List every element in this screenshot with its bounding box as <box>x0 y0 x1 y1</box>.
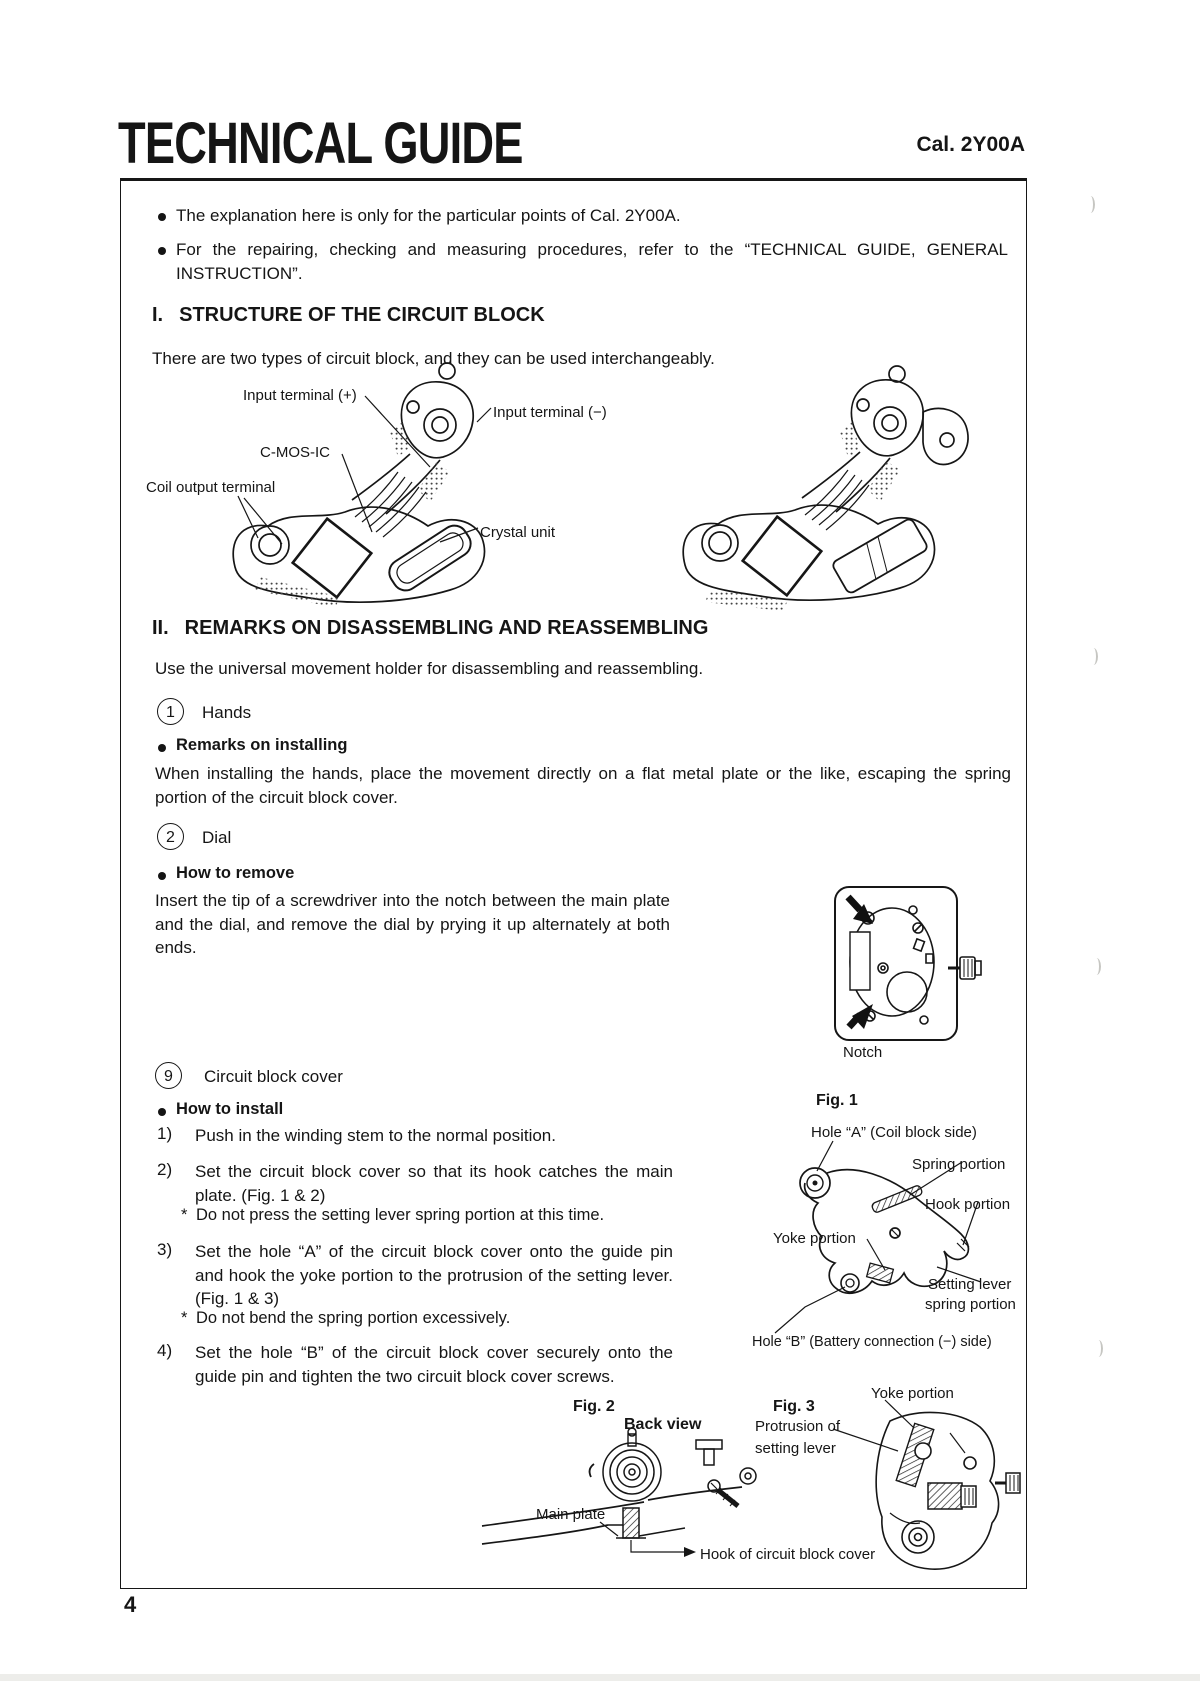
section-2-title: REMARKS ON DISASSEMBLING AND REASSEMBLING <box>184 617 709 639</box>
label-input-terminal-minus: Input terminal (−) <box>493 404 607 421</box>
label-coil-output-terminal: Coil output terminal <box>146 479 276 496</box>
section-1-heading <box>152 304 545 327</box>
fig1-caption: Fig. 1 <box>816 1092 858 1109</box>
item-2-title: Dial <box>202 828 232 847</box>
label-cmos-ic: C-MOS-IC <box>260 444 330 461</box>
step-3-number: 3) <box>157 1240 173 1259</box>
label-hole-a: Hole “A” (Coil block side) <box>811 1124 977 1141</box>
step-2-number: 2) <box>157 1160 173 1179</box>
label-hook-of-cover: Hook of circuit block cover <box>700 1546 876 1563</box>
scan-streak <box>0 1674 1200 1681</box>
item-1-subheading: Remarks on installing <box>176 736 348 754</box>
item-2-number: 2 <box>157 823 184 850</box>
step-4-number: 4) <box>157 1341 173 1360</box>
step-3-text: Set the hole “A” of the circuit block cover onto the guide pin and hook the yoke portion to the protrusion of the setting lever. (Fig. 1 & 3) <box>195 1242 673 1308</box>
bullet-icon <box>158 247 166 255</box>
section-1-title: STRUCTURE OF THE CIRCUIT BLOCK <box>179 304 545 326</box>
bullet-icon <box>158 213 166 221</box>
scan-artifact <box>1086 196 1095 213</box>
step-2-text: Set the circuit block cover so that its hook catches the main plate. (Fig. 1 & 2) <box>195 1162 673 1205</box>
step-3-note-star: * <box>181 1309 188 1327</box>
fig3-leader-lines <box>833 1400 913 1451</box>
section-1-intro: There are two types of circuit block, and they can be used interchangeably. <box>152 349 715 368</box>
item-9-title: Circuit block cover <box>204 1067 343 1086</box>
intro-bullet-1: The explanation here is only for the particular points of Cal. 2Y00A. <box>176 206 681 225</box>
caliber-label: Cal. 2Y00A <box>916 133 1025 156</box>
bullet-icon <box>158 872 166 880</box>
item-2-subheading: How to remove <box>176 864 295 882</box>
section-2-number: II. <box>152 617 169 639</box>
section-2-intro: Use the universal movement holder for disassembling and reassembling. <box>155 659 704 678</box>
label-setting-lever-1: Setting lever <box>928 1276 1012 1293</box>
label-input-terminal-plus: Input terminal (+) <box>243 387 357 404</box>
intro-bullet-2: For the repairing, checking and measuring procedures, refer to the “TECHNICAL GUIDE, GENERAL INSTRUCTION”. <box>176 240 1008 283</box>
bullet-icon <box>158 1108 166 1116</box>
step-1-text: Push in the winding stem to the normal position. <box>195 1126 556 1145</box>
fig2-subtitle: Back view <box>624 1416 702 1433</box>
scan-artifact <box>1089 648 1098 665</box>
step-4-text: Set the hole “B” of the circuit block cover securely onto the guide pin and tighten the two circuit block cover screws. <box>195 1343 673 1386</box>
page-number: 4 <box>124 1592 137 1617</box>
label-hole-b: Hole “B” (Battery connection (−) side) <box>752 1334 992 1350</box>
item-9-number: 9 <box>155 1062 182 1089</box>
label-crystal-unit: Crystal unit <box>480 524 556 541</box>
label-fig3-yoke: Yoke portion <box>871 1385 954 1402</box>
item-1-title: Hands <box>202 703 252 722</box>
circuit-block-right <box>683 366 968 611</box>
dial-removal-figure <box>820 878 998 1050</box>
step-3-note: Do not bend the spring portion excessively. <box>196 1309 511 1327</box>
fig2-leader-lines <box>600 1522 696 1557</box>
scan-artifact <box>1094 1340 1103 1357</box>
label-setting-lever-2: spring portion <box>925 1296 1016 1313</box>
label-spring-portion: Spring portion <box>912 1156 1006 1173</box>
step-1-number: 1) <box>157 1124 173 1143</box>
page-title: TECHNICAL GUIDE <box>118 111 523 176</box>
label-protrusion-2: setting lever <box>755 1440 836 1457</box>
section-2-heading <box>152 617 708 640</box>
label-yoke-portion: Yoke portion <box>773 1230 856 1247</box>
label-notch: Notch <box>843 1044 883 1061</box>
label-main-plate: Main plate <box>536 1506 606 1523</box>
step-2-note-star: * <box>181 1206 188 1224</box>
section-1-number: I. <box>152 304 164 326</box>
label-hook-portion: Hook portion <box>925 1196 1011 1213</box>
item-1-body: When installing the hands, place the movement directly on a flat metal plate or the like, escaping the spring portion of the circuit block cover. <box>155 764 1011 807</box>
step-2-note: Do not press the setting lever spring portion at this time. <box>196 1206 605 1224</box>
bullet-icon <box>158 744 166 752</box>
fig3-yoke-closeup-drawing <box>830 1393 1026 1583</box>
item-1-number: 1 <box>157 698 184 725</box>
scan-artifact <box>1092 958 1101 975</box>
fig3-caption: Fig. 3 <box>773 1398 815 1415</box>
label-protrusion-1: Protrusion of <box>755 1418 841 1435</box>
item-9-subheading: How to install <box>176 1100 284 1118</box>
item-2-body: Insert the tip of a screwdriver into the notch between the main plate and the dial, and remove the dial by prying it up alternately at both ends. <box>155 891 670 957</box>
fig2-caption: Fig. 2 <box>573 1398 615 1415</box>
